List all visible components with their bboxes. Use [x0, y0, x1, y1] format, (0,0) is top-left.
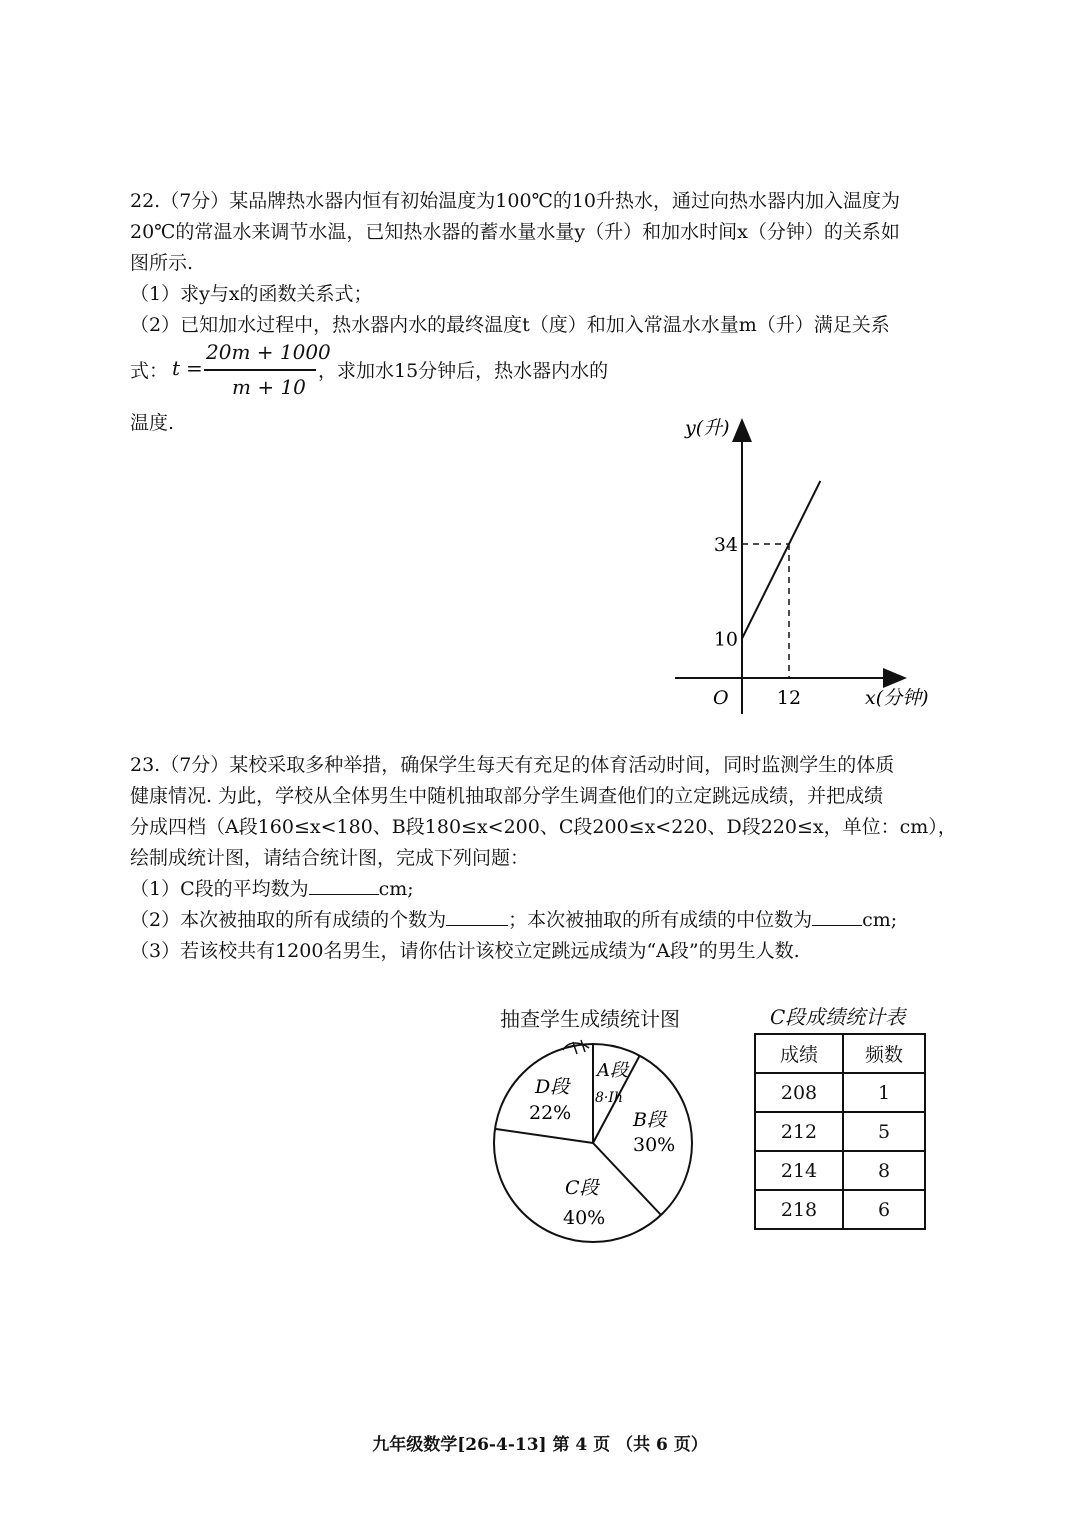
table-cell-frequency: 8 [843, 1151, 925, 1190]
fraction-bar [204, 369, 316, 371]
q23-part-1-prefix: （1）C段的平均数为 [130, 878, 309, 900]
table-cell-score: 208 [755, 1073, 843, 1112]
q23-part-1-suffix: cm; [378, 878, 414, 900]
x-tick-12: 12 [776, 687, 802, 709]
page-footer: 九年级数学[26-4-13] 第 4 页 （共 6 页） [372, 1435, 708, 1455]
table-row [755, 1190, 925, 1229]
y-axis-label: y(升) [685, 417, 730, 439]
table-title: C段成绩统计表 [770, 1005, 906, 1029]
formula-t: t [172, 356, 181, 380]
q23-part-3: （3）若该校共有1200名男生，请你估计该校立定跳远成绩为“A段”的男生人数. [130, 940, 800, 962]
table-cell-score: 214 [755, 1151, 843, 1190]
origin-label: O [713, 687, 729, 709]
c-segment-table [754, 1033, 926, 1230]
table-header-frequency: 频数 [843, 1034, 925, 1073]
q22-part-2c: 温度. [130, 412, 175, 434]
function-line [742, 481, 820, 639]
table-row [755, 1112, 925, 1151]
pie-value-d: 22% [529, 1102, 572, 1124]
q22-line-3: 图所示. [130, 252, 194, 274]
q23-part-2-mid: ；本次被抽取的所有成绩的中位数为 [508, 909, 813, 931]
q22-part-2b-prefix: 式： [130, 360, 169, 382]
table-cell-score: 218 [755, 1190, 843, 1229]
formula-numerator: 20m + 1000 [206, 340, 331, 364]
q23-line-2: 健康情况. 为此，学校从全体男生中随机抽取部分学生调查他们的立定跳远成绩，并把成绩 [130, 785, 884, 807]
pie-divider-c-d [496, 1129, 593, 1143]
formula-equals: = [186, 356, 203, 380]
q23-part-1 [130, 876, 414, 902]
pie-value-b: 30% [633, 1134, 676, 1156]
table-row [755, 1073, 925, 1112]
q23-part-2-suffix: cm; [862, 909, 898, 931]
pie-scribble-a: 8·Ih [595, 1090, 623, 1106]
table-row [755, 1151, 925, 1190]
q22-part-2b-suffix: ，求加水15分钟后，热水器内水的 [318, 360, 609, 382]
q22-line-1: 22.（7分）某品牌热水器内恒有初始温度为100℃的10升热水，通过向热水器内加入温度为 [130, 190, 901, 212]
table-cell-frequency: 5 [843, 1112, 925, 1151]
table-header-score: 成绩 [755, 1034, 843, 1073]
pie-chart-title: 抽查学生成绩统计图 [500, 1007, 680, 1031]
pie-chart [485, 1028, 705, 1248]
table-cell-frequency: 6 [843, 1190, 925, 1229]
pie-label-a: A段 [597, 1060, 628, 1081]
table-cell-score: 212 [755, 1112, 843, 1151]
q22-line-2: 20℃的常温水来调节水温，已知热水器的蓄水量水量y（升）和加水时间x（分钟）的关系如 [130, 221, 900, 243]
pie-label-d: D段 [535, 1076, 570, 1098]
q22-part-1: （1）求y与x的函数关系式； [130, 283, 373, 305]
q23-part-2-prefix: （2）本次被抽取的所有成绩的个数为 [130, 909, 447, 931]
q22-part-2a: （2）已知加水过程中，热水器内水的最终温度t（度）和加入常温水水量m（升）满足关系 [130, 314, 890, 336]
function-graph [665, 410, 955, 720]
pie-value-c: 40% [563, 1207, 606, 1229]
answer-blank-median[interactable] [812, 907, 862, 926]
answer-blank-c-mean[interactable] [309, 876, 379, 895]
pie-label-c: C段 [565, 1177, 599, 1199]
formula-denominator: m + 10 [232, 375, 306, 399]
q23-line-1: 23.（7分）某校采取多种举措，确保学生每天有充足的体育活动时间，同时监测学生的体质 [130, 754, 895, 776]
y-tick-34: 34 [713, 534, 738, 556]
q23-part-2 [130, 907, 897, 933]
table-cell-frequency: 1 [843, 1073, 925, 1112]
x-axis-label: x(分钟) [865, 687, 929, 709]
y-tick-10: 10 [713, 628, 738, 651]
answer-blank-count[interactable] [446, 907, 508, 926]
table-header-row [755, 1034, 925, 1073]
q23-line-3: 分成四档（A段160≤x<180、B段180≤x<200、C段200≤x<220、D段220≤x，单位：cm）， [130, 816, 957, 838]
pie-label-b: B段 [633, 1109, 666, 1131]
q23-line-4: 绘制成统计图，请结合统计图，完成下列问题： [130, 847, 530, 869]
